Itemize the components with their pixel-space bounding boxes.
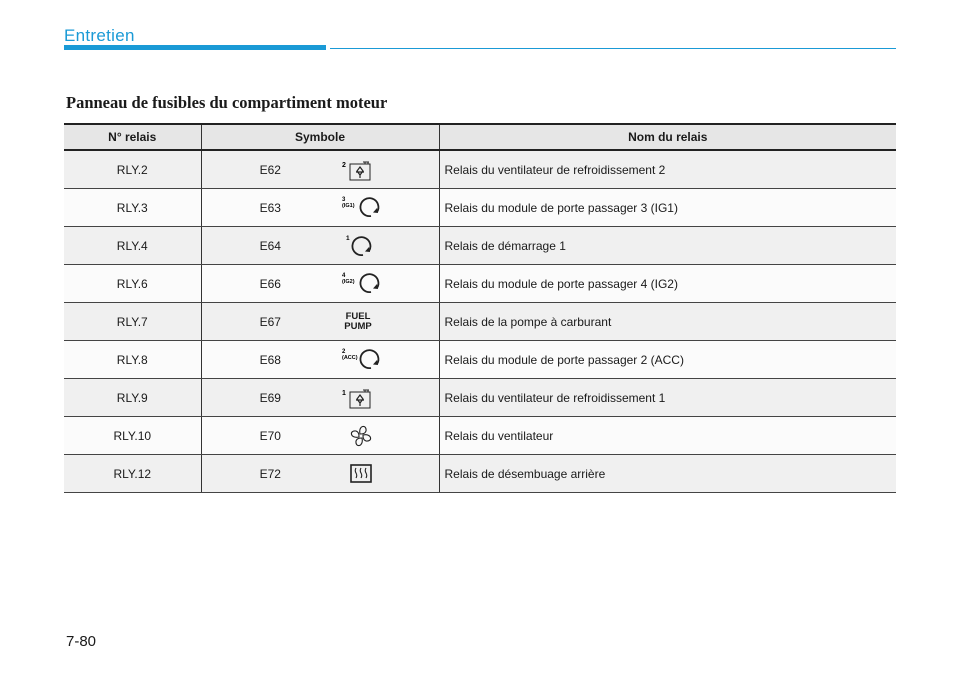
table-row [64, 303, 896, 341]
relay-number: RLY.9 [64, 379, 201, 417]
table-row [64, 379, 896, 417]
relay-name: Relais du module de porte passager 4 (IG2) [439, 265, 896, 303]
relay-name: Relais de la pompe à carburant [439, 303, 896, 341]
relay-symbol-code: E66 [201, 265, 339, 303]
table-row [64, 150, 896, 189]
door-module-relay-icon [341, 195, 385, 221]
relay-name: Relais du ventilateur [439, 417, 896, 455]
relay-number: RLY.12 [64, 455, 201, 493]
rear-defroster-icon [341, 461, 381, 487]
blower-fan-icon [341, 423, 381, 449]
relay-symbol-code: E64 [201, 227, 339, 265]
door-module-relay-icon [341, 271, 385, 297]
relay-symbol-code: E62 [201, 150, 339, 189]
start-relay-icon [341, 233, 379, 259]
table-row [64, 265, 896, 303]
fuel-pump-label [339, 312, 377, 332]
section-title: Entretien [64, 26, 135, 45]
page-heading: Panneau de fusibles du compartiment moteur [66, 93, 388, 112]
svg-text:3: 3 [342, 196, 346, 203]
relay-symbol-icon [339, 265, 439, 303]
table-row [64, 341, 896, 379]
column-header-symbol: Symbole [201, 124, 439, 150]
door-module-relay-icon [341, 347, 385, 373]
relay-number: RLY.10 [64, 417, 201, 455]
relay-table-body [64, 150, 896, 493]
relay-symbol-code: E72 [201, 455, 339, 493]
relay-name: Relais de désembuage arrière [439, 455, 896, 493]
relay-symbol-icon [339, 341, 439, 379]
relay-name: Relais du ventilateur de refroidissement 2 [439, 150, 896, 189]
column-header-relay-no: N° relais [64, 124, 201, 150]
relay-table [64, 123, 896, 493]
relay-name: Relais du module de porte passager 3 (IG1) [439, 189, 896, 227]
relay-symbol-code: E63 [201, 189, 339, 227]
relay-symbol-icon [339, 227, 439, 265]
column-header-relay-name: Nom du relais [439, 124, 896, 150]
fuel-pump-label-line1: FUEL [345, 310, 371, 322]
cooling-fan-relay-icon [341, 159, 375, 181]
relay-symbol-code: E69 [201, 379, 339, 417]
relay-symbol-icon [339, 455, 439, 493]
svg-text:(IG1): (IG1) [342, 202, 355, 209]
relay-symbol-icon [339, 303, 439, 341]
relay-symbol-code: E67 [201, 303, 339, 341]
fuel-pump-label-line2: PUMP [344, 320, 372, 332]
relay-symbol-icon [339, 150, 439, 189]
relay-symbol-code: E70 [201, 417, 339, 455]
relay-symbol-icon [339, 189, 439, 227]
table-row [64, 455, 896, 493]
relay-name: Relais du ventilateur de refroidissement 1 [439, 379, 896, 417]
table-header-row [64, 124, 896, 150]
svg-text:4: 4 [342, 272, 346, 279]
relay-symbol-icon [339, 379, 439, 417]
relay-number: RLY.2 [64, 150, 201, 189]
svg-text:2: 2 [342, 161, 346, 169]
svg-text:2: 2 [342, 348, 346, 355]
table-row [64, 227, 896, 265]
cooling-fan-relay-icon [341, 387, 375, 409]
relay-symbol-icon [339, 417, 439, 455]
relay-name: Relais du module de porte passager 2 (ACC) [439, 341, 896, 379]
relay-name: Relais de démarrage 1 [439, 227, 896, 265]
svg-text:(IG2): (IG2) [342, 278, 355, 285]
relay-number: RLY.7 [64, 303, 201, 341]
svg-text:(ACC): (ACC) [342, 354, 358, 361]
header-rule-accent [64, 45, 326, 50]
relay-number: RLY.3 [64, 189, 201, 227]
page-number: 7-80 [66, 633, 97, 650]
relay-number: RLY.8 [64, 341, 201, 379]
relay-symbol-code: E68 [201, 341, 339, 379]
table-row [64, 417, 896, 455]
relay-number: RLY.4 [64, 227, 201, 265]
header-rule [330, 48, 896, 49]
svg-text:1: 1 [342, 389, 346, 397]
svg-text:1: 1 [346, 234, 350, 242]
table-row [64, 189, 896, 227]
relay-number: RLY.6 [64, 265, 201, 303]
